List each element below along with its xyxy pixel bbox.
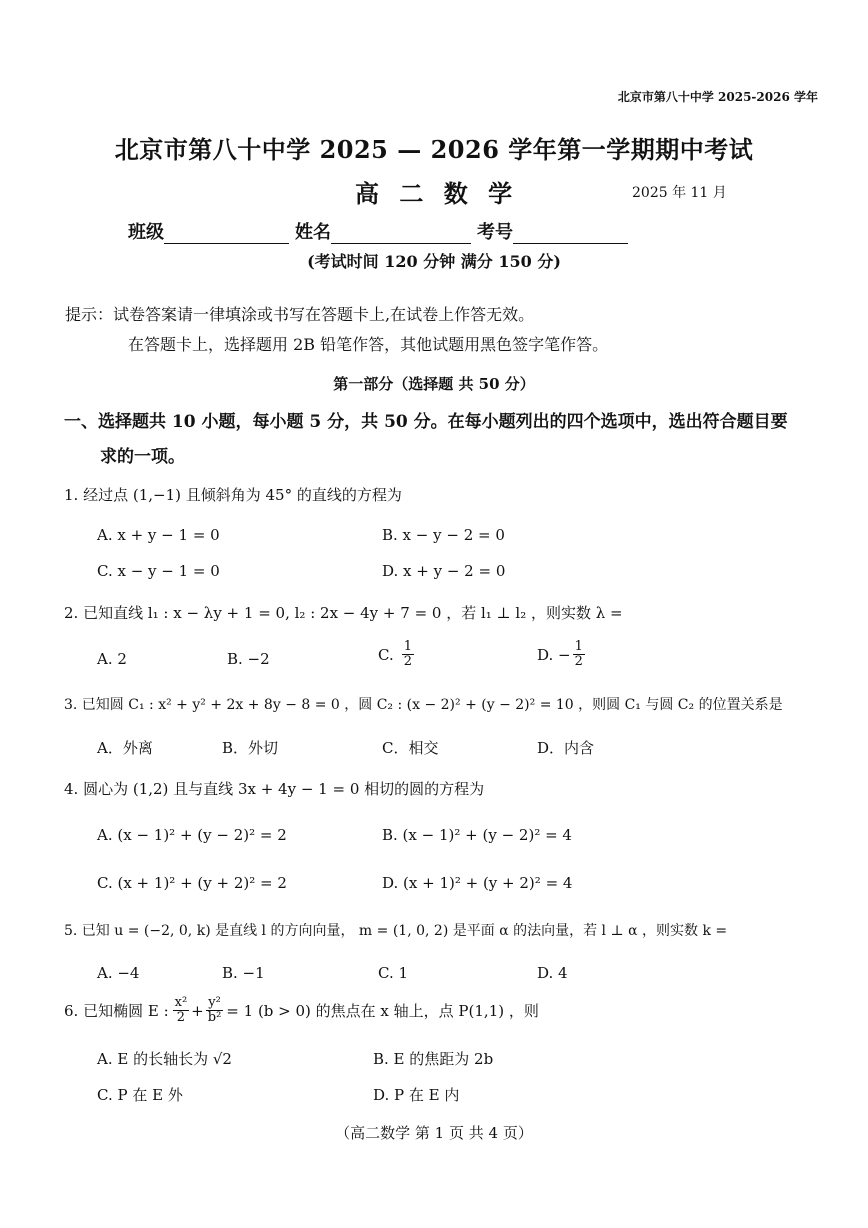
fraction-one-half: $\frac{1}{2}$	[403, 639, 412, 670]
part1-heading: 第一部分（选择题 共 50 分）	[333, 375, 535, 393]
class-field[interactable]	[164, 225, 289, 244]
question-3-option-d[interactable]: D．内含	[537, 739, 595, 757]
tip-line-2: 在答题卡上，选择题用 2B 铅笔作答，其他试题用黑色签字笔作答。	[128, 335, 609, 354]
question-4-stem: 4. 圆心为 (1,2) 且与直线 3x + 4y − 1 = 0 相切的圆的方程为	[64, 780, 485, 798]
question-2-option-d-label: D. −	[537, 645, 571, 664]
question-3-stem: 3. 已知圆 C₁ : x² + y² + 2x + 8y − 8 = 0 ，圆 C₂ : (x − 2)² + (y − 2)² = 10 ，则圆 C₁ 与圆 C₂ 的位置关系是	[64, 697, 783, 713]
class-label: 班级	[128, 222, 164, 243]
exam-no-label: 考号	[477, 222, 513, 243]
question-5-option-b[interactable]: B. −1	[222, 964, 265, 982]
question-2-option-a[interactable]: A. 2	[97, 650, 127, 668]
question-4-option-a[interactable]: A. (x − 1)² + (y − 2)² = 2	[97, 826, 287, 844]
question-6-option-b[interactable]: B. E 的焦距为 2b	[373, 1050, 494, 1068]
question-1-option-a[interactable]: A. x + y − 1 = 0	[97, 526, 220, 544]
question-5-stem: 5. 已知 u = (−2, 0, k) 是直线 l 的方向向量， m = (1, 0, 2) 是平面 α 的法向量，若 l ⊥ α ，则实数 k =	[64, 923, 728, 939]
question-5-option-c[interactable]: C. 1	[378, 964, 409, 982]
question-2-option-b[interactable]: B. −2	[227, 650, 270, 668]
section-instruction-line2: 求的一项。	[100, 447, 185, 467]
question-1-option-d[interactable]: D. x + y − 2 = 0	[382, 562, 506, 580]
question-5-option-d[interactable]: D. 4	[537, 964, 568, 982]
tip-line-1: 提示：试卷答案请一律填涂或书写在答题卡上,在试卷上作答无效。	[65, 305, 535, 324]
question-4-option-d[interactable]: D. (x + 1)² + (y + 2)² = 4	[382, 874, 573, 892]
subject-title: 高 二 数 学	[355, 179, 519, 208]
question-6-stem-prefix: 6. 已知椭圆 E :	[64, 1002, 169, 1021]
question-1-stem: 1. 经过点 (1,−1) 且倾斜角为 45° 的直线的方程为	[64, 486, 402, 504]
fraction-x-squared-over-2: $\frac{\text{x²}}{2}$	[174, 995, 188, 1026]
question-4-option-b[interactable]: B. (x − 1)² + (y − 2)² = 4	[382, 826, 572, 844]
question-6-option-d[interactable]: D. P 在 E 内	[373, 1086, 460, 1104]
question-1-option-b[interactable]: B. x − y − 2 = 0	[382, 526, 505, 544]
question-2-option-c[interactable]	[378, 640, 414, 670]
question-6-stem: 6. 已知椭圆 E : $\frac{\text{x²}}{2}$ + $\frac{\text{y²}}{\text{b²}}$ = 1 (b > 0) 的焦点在 x 轴上，点 P(1,1) ，则	[64, 995, 539, 1026]
exam-date: 2025 年 11 月	[632, 185, 727, 201]
question-2-option-d[interactable]	[537, 640, 585, 670]
name-field[interactable]	[331, 225, 471, 244]
time-info: (考试时间 120 分钟 满分 150 分)	[307, 252, 561, 271]
question-2-stem: 2. 已知直线 l₁ : x − λy + 1 = 0, l₂ : 2x − 4y + 7 = 0 ，若 l₁ ⊥ l₂ ，则实数 λ =	[64, 604, 623, 622]
question-1-option-c[interactable]: C. x − y − 1 = 0	[97, 562, 220, 580]
question-6-option-c[interactable]: C. P 在 E 外	[97, 1086, 183, 1104]
fraction-y-squared-over-b-squared: $\frac{\text{y²}}{\text{b²}}$	[207, 995, 222, 1026]
name-label: 姓名	[295, 222, 331, 243]
question-6-option-a[interactable]: A. E 的长轴长为 √2	[97, 1050, 232, 1068]
section-instruction-line1: 一、选择题共 10 小题，每小题 5 分，共 50 分。在每小题列出的四个选项中，选出符合题目要	[64, 412, 788, 432]
exam-no-field[interactable]	[513, 225, 628, 244]
page-footer: （高二数学 第 1 页 共 4 页）	[335, 1124, 533, 1142]
question-4-option-c[interactable]: C. (x + 1)² + (y + 2)² = 2	[97, 874, 287, 892]
question-3-option-b[interactable]: B．外切	[222, 739, 279, 757]
corner-header: 北京市第八十中学 2025-2026 学年	[617, 90, 818, 104]
question-3-option-c[interactable]: C．相交	[382, 739, 439, 757]
question-2-option-c-label: C.	[378, 645, 394, 664]
question-5-option-a[interactable]: A. −4	[97, 964, 140, 982]
question-6-stem-suffix: = 1 (b > 0) 的焦点在 x 轴上，点 P(1,1) ，则	[226, 1002, 539, 1021]
question-3-option-a[interactable]: A．外离	[97, 739, 153, 757]
student-info-line	[128, 218, 634, 244]
exam-title: 北京市第八十中学 2025 — 2026 学年第一学期期中考试	[114, 135, 754, 164]
fraction-one-half: $\frac{1}{2}$	[574, 639, 583, 670]
